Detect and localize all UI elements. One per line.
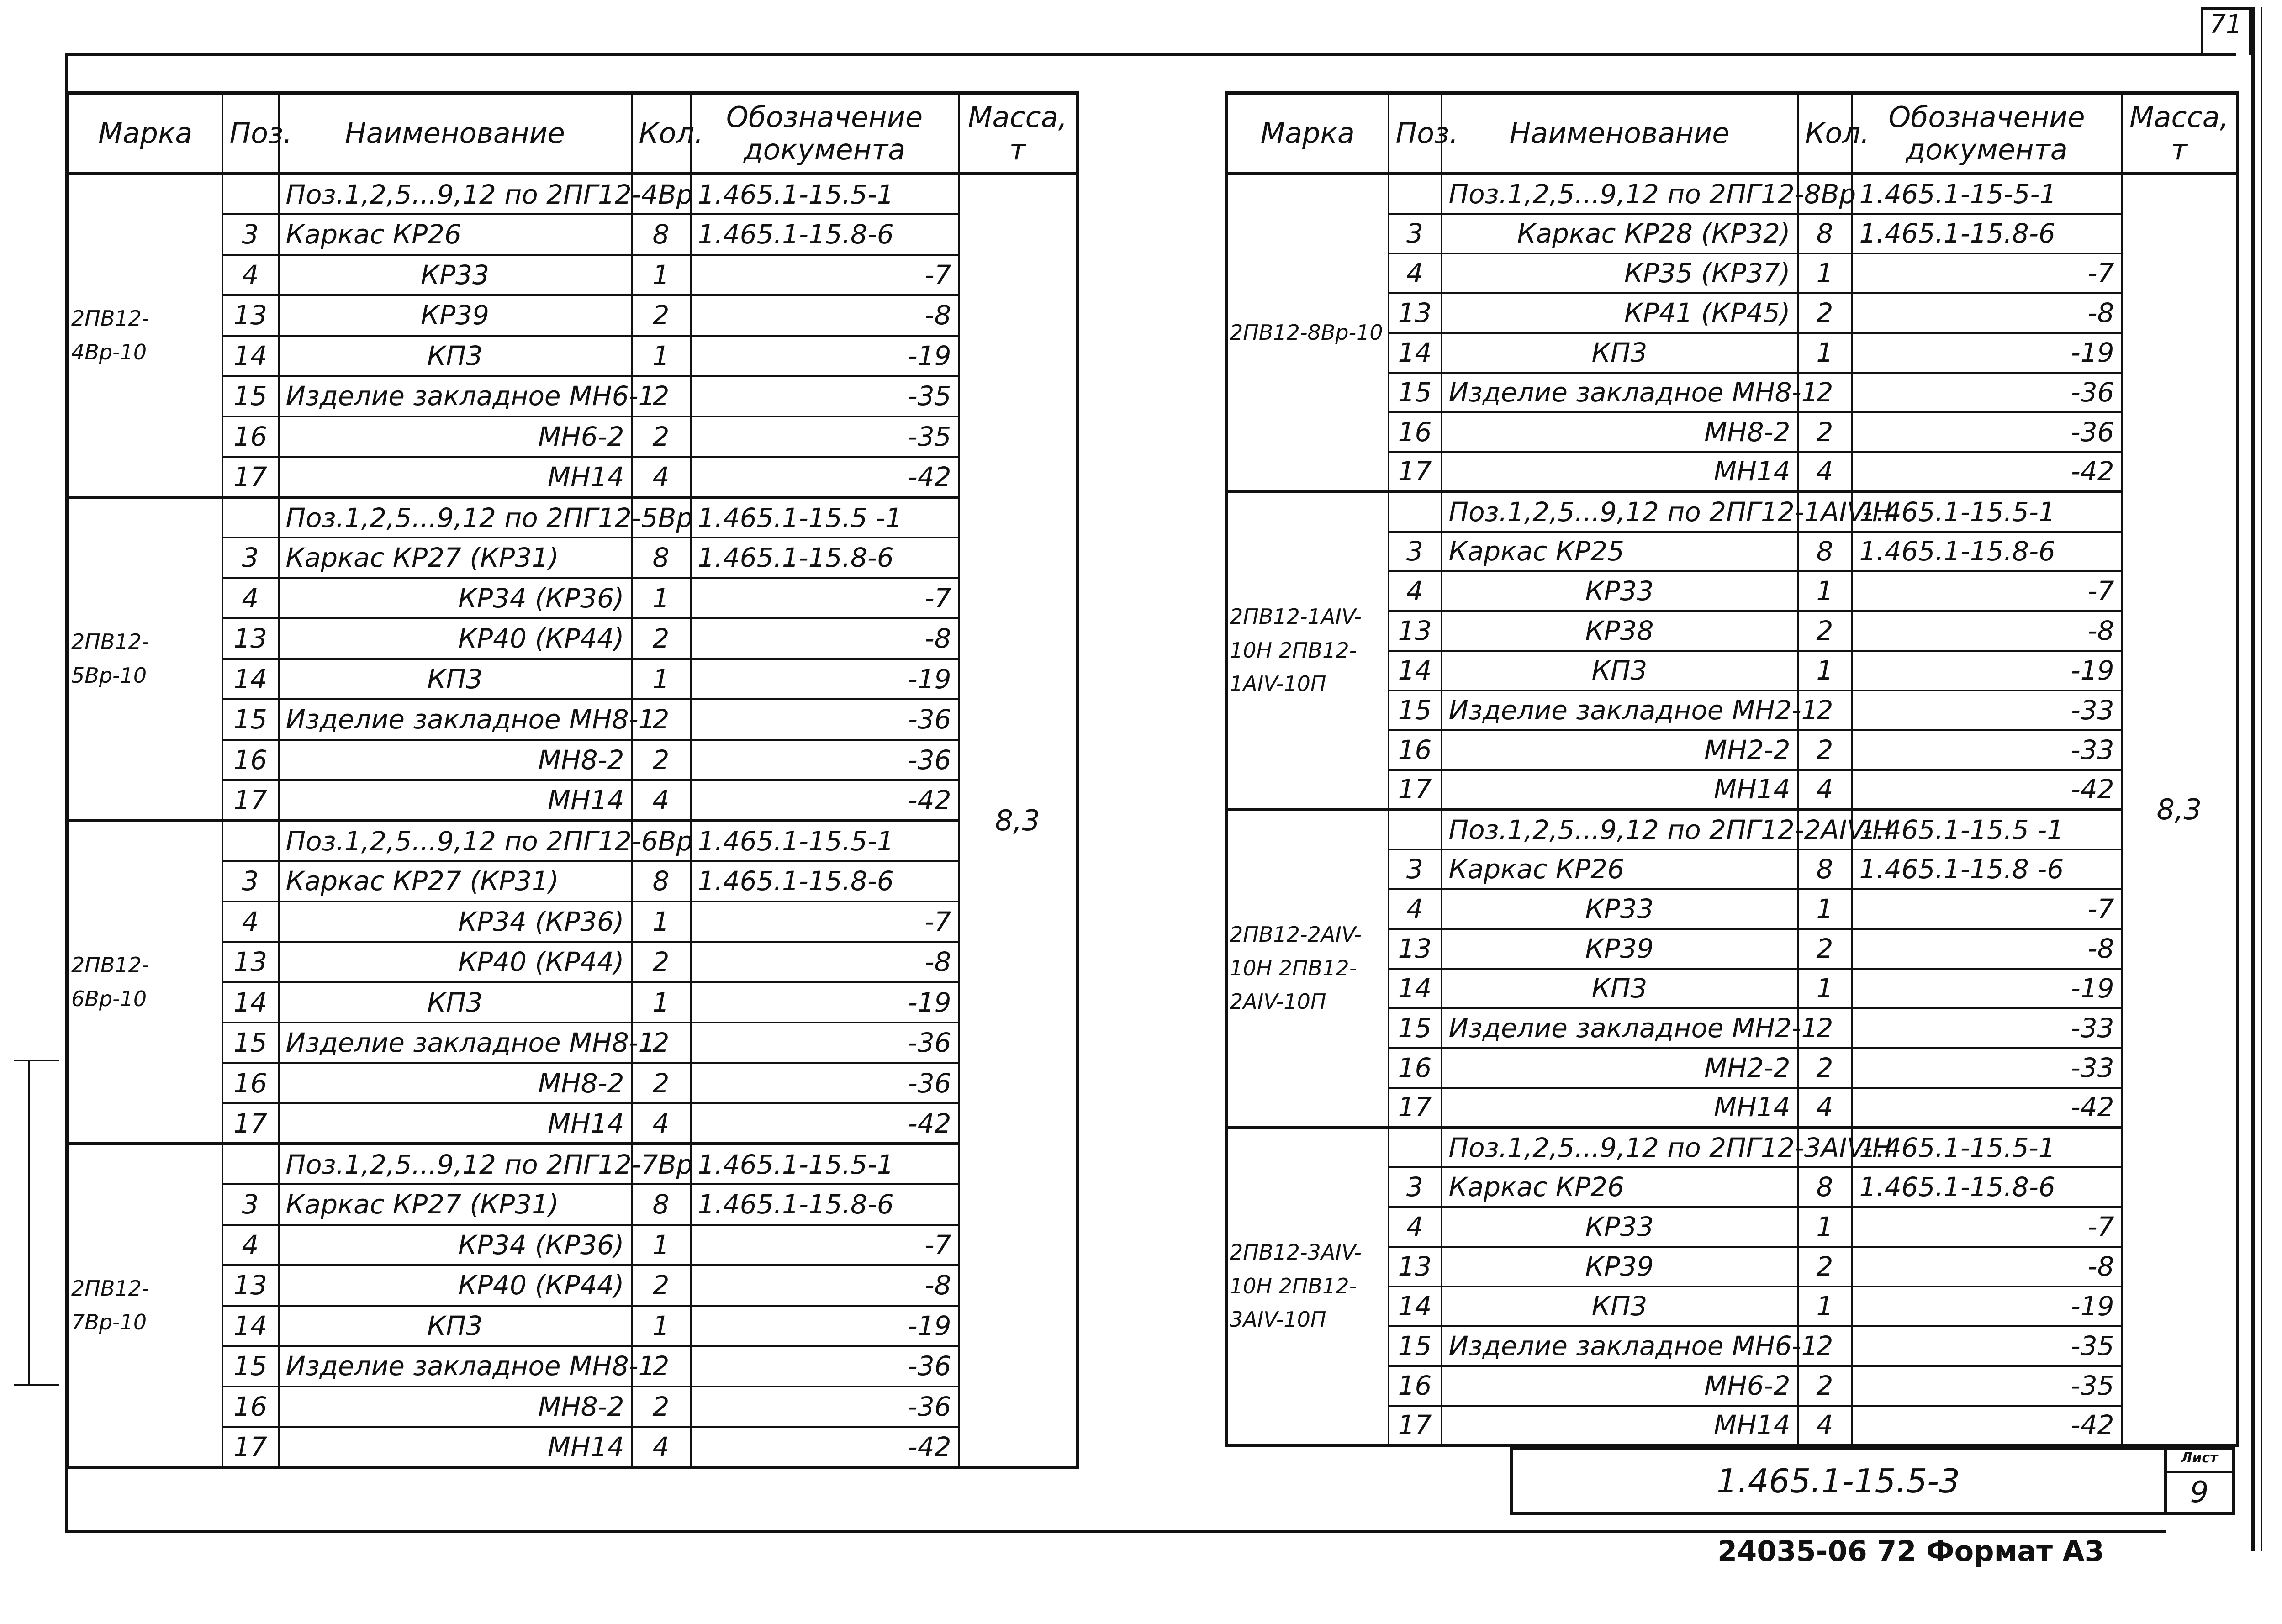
pos-cell: 15 [1389, 1326, 1442, 1366]
doc-cell: -35 [691, 417, 959, 457]
mark-cell: 2ПВ12-4Вр-10 [68, 174, 222, 497]
pos-cell: 14 [1389, 333, 1442, 373]
name-cell: МН8-2 [1442, 412, 1798, 452]
frame-right-outer-line [2261, 7, 2262, 1551]
header-row [1226, 93, 2238, 174]
mark-cell: 2ПВ12-1АIV-10Н 2ПВ12-1АIV-10П [1226, 492, 1389, 810]
doc-cell: -7 [691, 255, 959, 295]
title-block [1510, 1447, 2235, 1515]
name-cell: КР38 [1442, 611, 1798, 651]
pos-cell: 14 [1389, 651, 1442, 691]
qty-cell: 8 [1798, 532, 1852, 571]
header-doc: Обозначение документа [1852, 93, 2122, 174]
name-cell: КР39 [279, 295, 632, 336]
table-row [68, 821, 1078, 861]
pos-cell: 13 [1389, 293, 1442, 333]
doc-cell: 1.465.1-15.5-1 [691, 174, 959, 215]
qty-cell: 1 [632, 902, 691, 942]
doc-cell: -42 [691, 1103, 959, 1144]
qty-cell: 2 [632, 1265, 691, 1306]
doc-cell: -33 [1852, 691, 2122, 730]
mark-cell: 2ПВ12-6Вр-10 [68, 821, 222, 1144]
name-cell: КР41 (КР45) [1442, 293, 1798, 333]
qty-cell: 1 [1798, 969, 1852, 1008]
doc-cell: -36 [691, 1387, 959, 1427]
mark-cell: 2ПВ12-2АIV-10Н 2ПВ12-2АIV-10П [1226, 810, 1389, 1128]
name-cell: КП3 [279, 659, 632, 700]
doc-cell: -7 [1852, 571, 2122, 611]
name-cell: МН14 [279, 1103, 632, 1144]
name-cell: КП3 [279, 1306, 632, 1346]
doc-cell: -7 [691, 1225, 959, 1265]
pos-cell: 13 [222, 295, 279, 336]
name-cell: КР33 [1442, 1207, 1798, 1247]
mark-cell: 2ПВ12-5Вр-10 [68, 497, 222, 821]
name-cell: КР33 [279, 255, 632, 295]
qty-cell: 2 [632, 417, 691, 457]
qty-cell: 2 [632, 942, 691, 982]
qty-cell: 1 [632, 1225, 691, 1265]
doc-cell: -33 [1852, 730, 2122, 770]
pos-cell: 3 [222, 214, 279, 255]
pos-cell: 4 [1389, 571, 1442, 611]
doc-cell: -8 [691, 942, 959, 982]
doc-cell: -19 [691, 1306, 959, 1346]
doc-cell: -33 [1852, 1008, 2122, 1048]
name-cell: МН6-2 [1442, 1366, 1798, 1406]
name-cell: КР34 (КР36) [279, 578, 632, 619]
name-cell: Каркас КР27 (КР31) [279, 1184, 632, 1225]
qty-cell: 2 [1798, 611, 1852, 651]
qty-cell: 1 [632, 659, 691, 700]
pos-cell: 17 [1389, 1088, 1442, 1128]
frame-right-line [2251, 7, 2255, 1551]
qty-cell: 1 [632, 1306, 691, 1346]
qty-cell: 4 [1798, 452, 1852, 492]
name-cell: Поз.1,2,5...9,12 по 2ПГ12-1АIV-Н [1442, 492, 1798, 532]
qty-cell: 4 [1798, 1406, 1852, 1445]
doc-cell: -7 [1852, 889, 2122, 929]
doc-cell: -19 [1852, 969, 2122, 1008]
doc-cell: 1.465.1-15.5 -1 [1852, 810, 2122, 849]
table-row [1226, 174, 2238, 214]
header-row [68, 93, 1078, 174]
mass-cell: 8,3 [959, 174, 1078, 1467]
qty-cell: 1 [1798, 651, 1852, 691]
qty-cell: 2 [632, 740, 691, 780]
margin-mark [14, 1060, 59, 1061]
table-row [1226, 810, 2238, 849]
qty-cell: 4 [632, 1427, 691, 1467]
frame-bottom-line [65, 1530, 2166, 1533]
name-cell: Изделие закладное МН8-1 [279, 699, 632, 740]
doc-cell: -42 [1852, 770, 2122, 810]
qty-cell: 1 [632, 578, 691, 619]
doc-cell: 1.465.1-15-5-1 [1852, 174, 2122, 214]
doc-cell: 1.465.1-15.8-6 [691, 1184, 959, 1225]
doc-cell: -19 [691, 659, 959, 700]
pos-cell: 15 [222, 376, 279, 417]
doc-cell: -8 [1852, 611, 2122, 651]
name-cell: КР33 [1442, 571, 1798, 611]
pos-cell: 16 [1389, 730, 1442, 770]
name-cell: Поз.1,2,5...9,12 по 2ПГ12-3АIV-Н [1442, 1128, 1798, 1167]
pos-cell [222, 821, 279, 861]
doc-cell: 1.465.1-15.5-1 [1852, 1128, 2122, 1167]
doc-cell: 1.465.1-15.8-6 [691, 538, 959, 578]
qty-cell: 4 [632, 457, 691, 497]
name-cell: КР39 [1442, 1247, 1798, 1287]
header-doc: Обозначение документа [691, 93, 959, 174]
doc-cell: -42 [1852, 1088, 2122, 1128]
doc-cell: -8 [691, 1265, 959, 1306]
name-cell: МН6-2 [279, 417, 632, 457]
name-cell: КР39 [1442, 929, 1798, 969]
qty-cell: 1 [1798, 889, 1852, 929]
doc-cell: -19 [1852, 651, 2122, 691]
name-cell: МН8-2 [279, 740, 632, 780]
name-cell: МН14 [279, 457, 632, 497]
qty-cell: 2 [1798, 1326, 1852, 1366]
name-cell: МН14 [279, 1427, 632, 1467]
name-cell: Каркас КР28 (КР32) [1442, 214, 1798, 253]
name-cell: Изделие закладное МН2-1 [1442, 1008, 1798, 1048]
name-cell: МН2-2 [1442, 730, 1798, 770]
name-cell: Изделие закладное МН6-1 [279, 376, 632, 417]
pos-cell: 16 [222, 1387, 279, 1427]
name-cell: МН14 [1442, 452, 1798, 492]
pos-cell: 15 [1389, 373, 1442, 412]
document-code: 1.465.1-15.5-3 [1717, 1462, 1960, 1500]
doc-cell: -36 [691, 699, 959, 740]
pos-cell: 16 [222, 740, 279, 780]
margin-mark [28, 1060, 30, 1384]
corner-number: 71 [2201, 7, 2251, 55]
pos-cell [1389, 492, 1442, 532]
name-cell: Поз.1,2,5...9,12 по 2ПГ12-7Вр [279, 1144, 632, 1185]
pos-cell [222, 497, 279, 538]
name-cell: МН14 [1442, 1088, 1798, 1128]
table-row [68, 174, 1078, 215]
pos-cell: 14 [222, 336, 279, 376]
doc-cell: -7 [691, 902, 959, 942]
qty-cell: 1 [632, 982, 691, 1023]
header-name: Наименование [1442, 93, 1798, 174]
qty-cell: 2 [1798, 1247, 1852, 1287]
pos-cell: 4 [222, 1225, 279, 1265]
header-mark: Марка [68, 93, 222, 174]
doc-cell: 1.465.1-15.8-6 [691, 214, 959, 255]
mass-cell: 8,3 [2122, 174, 2238, 1445]
name-cell: Каркас КР26 [1442, 1167, 1798, 1207]
sheet-number: 9 [2190, 1476, 2209, 1509]
doc-cell: 1.465.1-15.8-6 [691, 861, 959, 902]
sheet-label: Лист [2167, 1450, 2232, 1473]
sheet-cell [2164, 1450, 2232, 1512]
doc-cell: -36 [691, 1346, 959, 1387]
qty-cell: 8 [632, 214, 691, 255]
mark-cell: 2ПВ12-3АIV-10Н 2ПВ12-3АIV-10П [1226, 1128, 1389, 1445]
pos-cell: 4 [1389, 253, 1442, 293]
doc-cell: -35 [1852, 1366, 2122, 1406]
table-row [1226, 492, 2238, 532]
name-cell: Изделие закладное МН8-1 [1442, 373, 1798, 412]
pos-cell: 17 [1389, 1406, 1442, 1445]
pos-cell: 17 [222, 780, 279, 821]
doc-cell: -33 [1852, 1048, 2122, 1088]
pos-cell: 13 [1389, 611, 1442, 651]
qty-cell: 1 [632, 255, 691, 295]
doc-cell: -19 [1852, 333, 2122, 373]
name-cell: КР33 [1442, 889, 1798, 929]
doc-cell: -35 [1852, 1326, 2122, 1366]
doc-cell: -7 [1852, 1207, 2122, 1247]
qty-cell: 4 [1798, 1088, 1852, 1128]
qty-cell: 2 [1798, 373, 1852, 412]
doc-cell: 1.465.1-15.8 -6 [1852, 849, 2122, 889]
qty-cell: 2 [1798, 1008, 1852, 1048]
qty-cell: 4 [632, 780, 691, 821]
pos-cell: 3 [222, 1184, 279, 1225]
header-mass: Масса, т [2122, 93, 2238, 174]
pos-cell: 13 [222, 618, 279, 659]
doc-cell: -8 [1852, 293, 2122, 333]
doc-cell: 1.465.1-15.8-6 [1852, 214, 2122, 253]
header-mass: Масса, т [959, 93, 1078, 174]
pos-cell: 14 [222, 982, 279, 1023]
pos-cell [1389, 810, 1442, 849]
pos-cell: 3 [1389, 214, 1442, 253]
pos-cell: 13 [222, 942, 279, 982]
pos-cell: 17 [1389, 452, 1442, 492]
qty-cell: 2 [632, 376, 691, 417]
pos-cell: 15 [222, 1023, 279, 1063]
pos-cell: 3 [222, 538, 279, 578]
name-cell: КП3 [279, 982, 632, 1023]
doc-cell: 1.465.1-15.5-1 [691, 1144, 959, 1185]
doc-cell: -7 [691, 578, 959, 619]
table-row [68, 1144, 1078, 1185]
doc-cell: -8 [1852, 1247, 2122, 1287]
pos-cell [222, 174, 279, 215]
qty-cell: 2 [632, 295, 691, 336]
pos-cell: 13 [1389, 1247, 1442, 1287]
pos-cell [1389, 174, 1442, 214]
doc-cell: 1.465.1-15.5-1 [1852, 492, 2122, 532]
qty-cell: 2 [1798, 412, 1852, 452]
qty-cell: 4 [632, 1103, 691, 1144]
pos-cell: 4 [1389, 889, 1442, 929]
name-cell: КР40 (КР44) [279, 618, 632, 659]
qty-cell: 8 [632, 538, 691, 578]
pos-cell: 14 [222, 659, 279, 700]
pos-cell: 17 [222, 1103, 279, 1144]
qty-cell: 1 [1798, 253, 1852, 293]
name-cell: Каркас КР27 (КР31) [279, 861, 632, 902]
qty-cell: 2 [632, 1346, 691, 1387]
pos-cell: 15 [222, 1346, 279, 1387]
name-cell: КП3 [1442, 651, 1798, 691]
name-cell: Поз.1,2,5...9,12 по 2ПГ12-2АIV-Н [1442, 810, 1798, 849]
pos-cell: 13 [222, 1265, 279, 1306]
qty-cell: 2 [1798, 1048, 1852, 1088]
name-cell: КР35 (КР37) [1442, 253, 1798, 293]
mark-cell: 2ПВ12-8Вр-10 [1226, 174, 1389, 492]
qty-cell: 1 [1798, 571, 1852, 611]
doc-cell: -7 [1852, 253, 2122, 293]
mark-cell: 2ПВ12-7Вр-10 [68, 1144, 222, 1467]
pos-cell: 3 [1389, 1167, 1442, 1207]
margin-mark [14, 1384, 59, 1386]
doc-cell: -42 [1852, 1406, 2122, 1445]
pos-cell: 3 [1389, 849, 1442, 889]
pos-cell: 14 [1389, 1287, 1442, 1326]
qty-cell: 2 [1798, 1366, 1852, 1406]
name-cell: КР40 (КР44) [279, 942, 632, 982]
name-cell: Поз.1,2,5...9,12 по 2ПГ12-5Вр [279, 497, 632, 538]
name-cell: МН14 [1442, 770, 1798, 810]
header-pos: Поз. [222, 93, 279, 174]
pos-cell [222, 1144, 279, 1185]
name-cell: Изделие закладное МН6-1 [1442, 1326, 1798, 1366]
pos-cell: 17 [1389, 770, 1442, 810]
name-cell: Поз.1,2,5...9,12 по 2ПГ12-4Вр [279, 174, 632, 215]
name-cell: Каркас КР27 (КР31) [279, 538, 632, 578]
qty-cell: 2 [1798, 929, 1852, 969]
qty-cell: 8 [632, 861, 691, 902]
pos-cell: 4 [222, 255, 279, 295]
name-cell: КП3 [1442, 969, 1798, 1008]
qty-cell: 4 [1798, 770, 1852, 810]
name-cell: МН14 [1442, 1406, 1798, 1445]
name-cell: КП3 [1442, 1287, 1798, 1326]
qty-cell: 2 [632, 699, 691, 740]
spec-table-right [1225, 91, 2239, 1447]
pos-cell: 13 [1389, 929, 1442, 969]
pos-cell: 16 [1389, 1048, 1442, 1088]
pos-cell: 4 [222, 578, 279, 619]
name-cell: Изделие закладное МН2-1 [1442, 691, 1798, 730]
name-cell: МН8-2 [279, 1387, 632, 1427]
qty-cell: 8 [1798, 849, 1852, 889]
doc-cell: -42 [1852, 452, 2122, 492]
doc-cell: -8 [1852, 929, 2122, 969]
name-cell: КР34 (КР36) [279, 1225, 632, 1265]
doc-cell: -36 [691, 1023, 959, 1063]
name-cell: КР34 (КР36) [279, 902, 632, 942]
doc-cell: 1.465.1-15.8-6 [1852, 1167, 2122, 1207]
doc-cell: 1.465.1-15.5 -1 [691, 497, 959, 538]
header-mark: Марка [1226, 93, 1389, 174]
spec-table-left [66, 91, 1079, 1469]
doc-cell: -42 [691, 780, 959, 821]
qty-cell: 8 [632, 1184, 691, 1225]
pos-cell: 15 [1389, 691, 1442, 730]
table-row [1226, 1128, 2238, 1167]
pos-cell: 16 [1389, 1366, 1442, 1406]
name-cell: Поз.1,2,5...9,12 по 2ПГ12-8Вр [1442, 174, 1798, 214]
qty-cell: 2 [1798, 691, 1852, 730]
pos-cell: 15 [222, 699, 279, 740]
qty-cell: 1 [632, 336, 691, 376]
qty-cell: 8 [1798, 214, 1852, 253]
name-cell: Изделие закладное МН8-1 [279, 1023, 632, 1063]
table-row [68, 497, 1078, 538]
qty-cell: 2 [1798, 293, 1852, 333]
header-name: Наименование [279, 93, 632, 174]
name-cell: Каркас КР25 [1442, 532, 1798, 571]
pos-cell: 14 [222, 1306, 279, 1346]
footer-format: 24035-06 72 Формат А3 [1717, 1534, 2104, 1568]
pos-cell [1389, 1128, 1442, 1167]
name-cell: МН8-2 [279, 1063, 632, 1104]
pos-cell: 16 [1389, 412, 1442, 452]
name-cell: МН2-2 [1442, 1048, 1798, 1088]
doc-cell: -42 [691, 457, 959, 497]
header-qty: Кол. [1798, 93, 1852, 174]
qty-cell: 2 [1798, 730, 1852, 770]
doc-cell: -36 [1852, 373, 2122, 412]
header-pos: Поз. [1389, 93, 1442, 174]
name-cell: Изделие закладное МН8-1 [279, 1346, 632, 1387]
doc-cell: -35 [691, 376, 959, 417]
doc-cell: -36 [1852, 412, 2122, 452]
pos-cell: 17 [222, 1427, 279, 1467]
doc-cell: -36 [691, 1063, 959, 1104]
doc-cell: 1.465.1-15.5-1 [691, 821, 959, 861]
pos-cell: 4 [222, 902, 279, 942]
qty-cell: 2 [632, 1387, 691, 1427]
header-qty: Кол. [632, 93, 691, 174]
doc-cell: 1.465.1-15.8-6 [1852, 532, 2122, 571]
name-cell: КП3 [1442, 333, 1798, 373]
name-cell: Каркас КР26 [279, 214, 632, 255]
qty-cell: 8 [1798, 1167, 1852, 1207]
name-cell: КР40 (КР44) [279, 1265, 632, 1306]
pos-cell: 17 [222, 457, 279, 497]
doc-cell: -19 [691, 982, 959, 1023]
name-cell: МН14 [279, 780, 632, 821]
name-cell: Каркас КР26 [1442, 849, 1798, 889]
pos-cell: 16 [222, 1063, 279, 1104]
doc-cell: -36 [691, 740, 959, 780]
pos-cell: 3 [1389, 532, 1442, 571]
qty-cell: 2 [632, 1023, 691, 1063]
doc-cell: -19 [1852, 1287, 2122, 1326]
qty-cell: 1 [1798, 1287, 1852, 1326]
qty-cell: 2 [632, 618, 691, 659]
pos-cell: 4 [1389, 1207, 1442, 1247]
qty-cell: 1 [1798, 333, 1852, 373]
qty-cell: 2 [632, 1063, 691, 1104]
frame-top-line [66, 53, 2236, 56]
doc-cell: -8 [691, 618, 959, 659]
name-cell: КП3 [279, 336, 632, 376]
pos-cell: 16 [222, 417, 279, 457]
qty-cell: 1 [1798, 1207, 1852, 1247]
doc-cell: -42 [691, 1427, 959, 1467]
doc-cell: -19 [691, 336, 959, 376]
pos-cell: 3 [222, 861, 279, 902]
pos-cell: 14 [1389, 969, 1442, 1008]
doc-cell: -8 [691, 295, 959, 336]
pos-cell: 15 [1389, 1008, 1442, 1048]
name-cell: Поз.1,2,5...9,12 по 2ПГ12-6Вр [279, 821, 632, 861]
